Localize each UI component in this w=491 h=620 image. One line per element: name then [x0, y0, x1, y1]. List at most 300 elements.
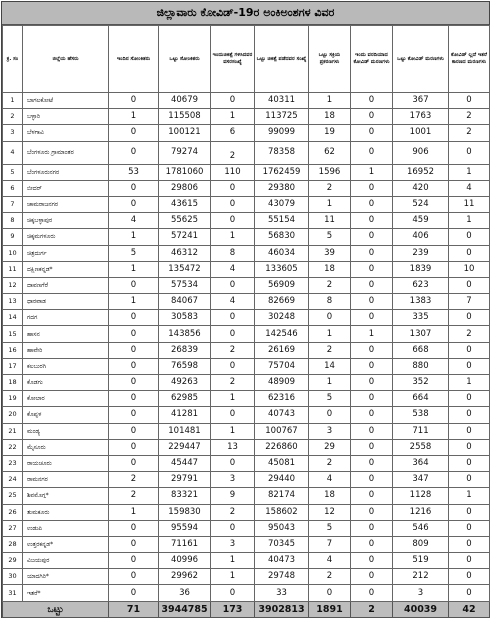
cell-other: 0	[449, 229, 490, 245]
cell-total: 40679	[159, 93, 211, 109]
cell-disch-today: 1	[211, 109, 255, 125]
table-row	[3, 358, 490, 374]
cell-death-today: 0	[351, 310, 393, 326]
cell-today: 0	[109, 407, 159, 423]
cell-serial: 12	[3, 277, 23, 293]
cell-other: 0	[449, 310, 490, 326]
cell-disch-total: 70345	[255, 536, 309, 552]
header-today-discharged: ಇಂದುಚಿಕಿತ್ಸೆ ಗಳಿಸಿದವರ ವಸರಸಂಖ್ಯೆ	[211, 26, 255, 93]
cell-disch-total: 56830	[255, 229, 309, 245]
cell-death-total: 1383	[393, 294, 449, 310]
cell-active: 29	[309, 439, 351, 455]
cell-disch-total: 29440	[255, 472, 309, 488]
cell-disch-total: 29380	[255, 180, 309, 196]
cell-today: 1	[109, 294, 159, 310]
cell-disch-today: 9	[211, 488, 255, 504]
cell-other: 0	[449, 407, 490, 423]
cell-active: 18	[309, 488, 351, 504]
cell-total: 43615	[159, 196, 211, 212]
cell-active: 4	[309, 553, 351, 569]
cell-total: 45447	[159, 455, 211, 471]
cell-other: 2	[449, 326, 490, 342]
cell-total: 36	[159, 585, 211, 601]
cell-disch-today: 0	[211, 520, 255, 536]
cell-disch-today: 1	[211, 423, 255, 439]
header-total-discharged: ಒಟ್ಟು ಚಿಕಿತ್ಸೆ ಪಡೆದವರ ಸಂಖ್ಯೆ	[255, 26, 309, 93]
cell-death-today: 0	[351, 342, 393, 358]
cell-total: 57241	[159, 229, 211, 245]
cell-active: 1	[309, 93, 351, 109]
cell-disch-today: 4	[211, 261, 255, 277]
cell-disch-today: 4	[211, 294, 255, 310]
cell-death-total: 546	[393, 520, 449, 536]
cell-active: 12	[309, 504, 351, 520]
cell-disch-total: 33	[255, 585, 309, 601]
table-row	[3, 407, 490, 423]
cell-disch-today: 0	[211, 93, 255, 109]
cell-serial: 17	[3, 358, 23, 374]
cell-active: 0	[309, 585, 351, 601]
cell-active: 7	[309, 536, 351, 552]
cell-death-today: 0	[351, 125, 393, 141]
cell-serial: 25	[3, 488, 23, 504]
table-row	[3, 229, 490, 245]
cell-district: ಗದಗ	[23, 310, 109, 326]
cell-disch-total: 82669	[255, 294, 309, 310]
cell-district: ಬೆಂಗಳೂರುನಗರ	[23, 164, 109, 180]
cell-death-today: 0	[351, 93, 393, 109]
cell-death-total: 335	[393, 310, 449, 326]
cell-today: 0	[109, 141, 159, 164]
cell-active: 1	[309, 196, 351, 212]
cell-district: ಬೀದರ್	[23, 180, 109, 196]
cell-disch-today: 3	[211, 536, 255, 552]
cell-death-today: 0	[351, 294, 393, 310]
cell-disch-today: 0	[211, 213, 255, 229]
cell-district: ಕೊಡಗು	[23, 375, 109, 391]
cell-total: 26839	[159, 342, 211, 358]
cell-other: 7	[449, 294, 490, 310]
cell-district: ಬೆಳಗಾವಿ	[23, 125, 109, 141]
cell-active: 2	[309, 342, 351, 358]
cell-total: 76598	[159, 358, 211, 374]
cell-death-today: 0	[351, 472, 393, 488]
table-row	[3, 455, 490, 471]
cell-disch-total: 46034	[255, 245, 309, 261]
cell-active: 5	[309, 391, 351, 407]
cell-death-today: 0	[351, 180, 393, 196]
cell-serial: 6	[3, 180, 23, 196]
totals-today: 71	[109, 601, 159, 617]
cell-today: 2	[109, 472, 159, 488]
cell-death-today: 0	[351, 455, 393, 471]
cell-total: 83321	[159, 488, 211, 504]
cell-death-today: 0	[351, 423, 393, 439]
cell-death-today: 0	[351, 196, 393, 212]
cell-death-today: 0	[351, 213, 393, 229]
cell-death-today: 0	[351, 229, 393, 245]
table-row	[3, 277, 490, 293]
cell-death-today: 0	[351, 141, 393, 164]
cell-today: 0	[109, 180, 159, 196]
cell-death-total: 364	[393, 455, 449, 471]
cell-disch-total: 142546	[255, 326, 309, 342]
cell-serial: 9	[3, 229, 23, 245]
cell-active: 8	[309, 294, 351, 310]
cell-district: ಯಾದಗಿರಿ*	[23, 569, 109, 585]
cell-disch-today: 13	[211, 439, 255, 455]
cell-active: 3	[309, 423, 351, 439]
cell-death-total: 352	[393, 375, 449, 391]
cell-death-today: 0	[351, 488, 393, 504]
table-row	[3, 472, 490, 488]
cell-today: 0	[109, 196, 159, 212]
table-row	[3, 504, 490, 520]
cell-today: 5	[109, 245, 159, 261]
cell-active: 2	[309, 569, 351, 585]
header-today-infected: ಇಂದಿನ ಸೋಂಕಿತರು	[109, 26, 159, 93]
cell-active: 2	[309, 180, 351, 196]
cell-disch-today: 0	[211, 196, 255, 212]
cell-other: 0	[449, 536, 490, 552]
cell-district: ಮೈಸೂರು	[23, 439, 109, 455]
cell-death-total: 524	[393, 196, 449, 212]
cell-death-today: 0	[351, 585, 393, 601]
cell-disch-total: 99099	[255, 125, 309, 141]
cell-total: 135472	[159, 261, 211, 277]
cell-total: 57534	[159, 277, 211, 293]
cell-district: ಚಿಕ್ಕಮಗಳೂರು	[23, 229, 109, 245]
cell-active: 1596	[309, 164, 351, 180]
cell-today: 0	[109, 439, 159, 455]
table-row	[3, 164, 490, 180]
cell-disch-today: 3	[211, 472, 255, 488]
cell-disch-today: 0	[211, 455, 255, 471]
cell-disch-today: 1	[211, 229, 255, 245]
cell-today: 0	[109, 310, 159, 326]
table-row	[3, 520, 490, 536]
header-active-cases: ಒಟ್ಟು ಸಕ್ರಿಯ ಪ್ರಕರಣಗಳು	[309, 26, 351, 93]
cell-today: 0	[109, 375, 159, 391]
cell-active: 0	[309, 407, 351, 423]
cell-disch-total: 55154	[255, 213, 309, 229]
cell-death-today: 0	[351, 504, 393, 520]
cell-disch-today: 0	[211, 358, 255, 374]
cell-serial: 7	[3, 196, 23, 212]
cell-total: 49263	[159, 375, 211, 391]
cell-death-total: 420	[393, 180, 449, 196]
cell-serial: 13	[3, 294, 23, 310]
cell-other: 0	[449, 358, 490, 374]
cell-death-total: 623	[393, 277, 449, 293]
cell-other: 0	[449, 553, 490, 569]
cell-total: 159830	[159, 504, 211, 520]
cell-district: ಇತರೆ*	[23, 585, 109, 601]
cell-active: 39	[309, 245, 351, 261]
cell-total: 95594	[159, 520, 211, 536]
cell-death-total: 459	[393, 213, 449, 229]
table-row	[3, 261, 490, 277]
cell-death-today: 1	[351, 164, 393, 180]
cell-active: 2	[309, 455, 351, 471]
cell-district: ಬಾಗಲಕೋಟೆ	[23, 93, 109, 109]
cell-disch-total: 48909	[255, 375, 309, 391]
table-row	[3, 342, 490, 358]
cell-today: 0	[109, 423, 159, 439]
cell-death-today: 0	[351, 245, 393, 261]
cell-death-total: 519	[393, 553, 449, 569]
cell-other: 1	[449, 164, 490, 180]
cell-other: 4	[449, 180, 490, 196]
cell-total: 62985	[159, 391, 211, 407]
cell-total: 84067	[159, 294, 211, 310]
cell-disch-today: 110	[211, 164, 255, 180]
cell-today: 4	[109, 213, 159, 229]
cell-serial: 11	[3, 261, 23, 277]
cell-death-today: 0	[351, 569, 393, 585]
totals-death-today: 2	[351, 601, 393, 617]
cell-total: 46312	[159, 245, 211, 261]
table-row	[3, 439, 490, 455]
cell-today: 0	[109, 520, 159, 536]
cell-active: 11	[309, 213, 351, 229]
cell-today: 0	[109, 326, 159, 342]
cell-disch-total: 82174	[255, 488, 309, 504]
cell-active: 1	[309, 375, 351, 391]
cell-disch-total: 1762459	[255, 164, 309, 180]
cell-district: ಕಲಬುರಗಿ	[23, 358, 109, 374]
cell-disch-today: 8	[211, 245, 255, 261]
cell-death-today: 0	[351, 391, 393, 407]
table-row	[3, 375, 490, 391]
totals-other: 42	[449, 601, 490, 617]
cell-death-total: 347	[393, 472, 449, 488]
header-other-deaths: ಕೋವಿಡ್ ಲ್ಲದೆ ಇತರೆ ಕಾರಣದ ಮರಣಗಳು	[449, 26, 490, 93]
cell-district: ಚಿಕ್ಕಬಳ್ಳಾಪುರ	[23, 213, 109, 229]
table-row	[3, 569, 490, 585]
cell-disch-today: 2	[211, 342, 255, 358]
cell-death-total: 1216	[393, 504, 449, 520]
totals-total: 3944785	[159, 601, 211, 617]
cell-death-total: 538	[393, 407, 449, 423]
cell-disch-total: 40473	[255, 553, 309, 569]
cell-disch-today: 2	[211, 141, 255, 164]
cell-total: 41281	[159, 407, 211, 423]
cell-serial: 22	[3, 439, 23, 455]
cell-active: 0	[309, 310, 351, 326]
cell-district: ದಕ್ಷಿಣಕನ್ನಡ*	[23, 261, 109, 277]
cell-total: 229447	[159, 439, 211, 455]
cell-death-total: 880	[393, 358, 449, 374]
cell-other: 0	[449, 93, 490, 109]
cell-death-today: 0	[351, 553, 393, 569]
cell-other: 1	[449, 213, 490, 229]
cell-death-total: 16952	[393, 164, 449, 180]
header-district: ಜಿಲ್ಲೆಯ ಹೆಸರು	[23, 26, 109, 93]
cell-serial: 5	[3, 164, 23, 180]
totals-disch-total: 3902813	[255, 601, 309, 617]
table-header	[3, 26, 490, 93]
cell-disch-total: 40743	[255, 407, 309, 423]
cell-today: 1	[109, 261, 159, 277]
cell-today: 0	[109, 93, 159, 109]
cell-death-today: 0	[351, 277, 393, 293]
table-row	[3, 196, 490, 212]
cell-disch-total: 75704	[255, 358, 309, 374]
cell-total: 30583	[159, 310, 211, 326]
cell-disch-today: 0	[211, 407, 255, 423]
cell-death-total: 1839	[393, 261, 449, 277]
cell-district: ರಾಮನಗರ	[23, 472, 109, 488]
cell-death-today: 0	[351, 261, 393, 277]
cell-death-total: 906	[393, 141, 449, 164]
cell-serial: 19	[3, 391, 23, 407]
cell-disch-today: 1	[211, 553, 255, 569]
cell-district: ಕೋಲಾರ	[23, 391, 109, 407]
cell-death-total: 2558	[393, 439, 449, 455]
cell-serial: 30	[3, 569, 23, 585]
cell-death-total: 664	[393, 391, 449, 407]
cell-other: 0	[449, 569, 490, 585]
cell-disch-total: 133605	[255, 261, 309, 277]
cell-disch-today: 0	[211, 180, 255, 196]
cell-district: ಬಳ್ಳಾರಿ	[23, 109, 109, 125]
cell-today: 0	[109, 536, 159, 552]
cell-disch-today: 2	[211, 504, 255, 520]
cell-district: ಕೊಪ್ಪಳ	[23, 407, 109, 423]
cell-death-today: 0	[351, 375, 393, 391]
cell-other: 0	[449, 585, 490, 601]
table-row	[3, 488, 490, 504]
cell-disch-today: 0	[211, 310, 255, 326]
cell-serial: 29	[3, 553, 23, 569]
cell-today: 0	[109, 125, 159, 141]
totals-active: 1891	[309, 601, 351, 617]
table-row	[3, 326, 490, 342]
cell-other: 0	[449, 520, 490, 536]
cell-active: 62	[309, 141, 351, 164]
cell-total: 29962	[159, 569, 211, 585]
cell-serial: 1	[3, 93, 23, 109]
cell-total: 79274	[159, 141, 211, 164]
cell-total: 29791	[159, 472, 211, 488]
table-row	[3, 391, 490, 407]
cell-today: 0	[109, 585, 159, 601]
cell-death-total: 809	[393, 536, 449, 552]
cell-total: 55625	[159, 213, 211, 229]
cell-district: ಉತ್ತರಕನ್ನಡ*	[23, 536, 109, 552]
cell-serial: 28	[3, 536, 23, 552]
table-row	[3, 294, 490, 310]
cell-disch-today: 0	[211, 277, 255, 293]
cell-total: 115508	[159, 109, 211, 125]
cell-serial: 8	[3, 213, 23, 229]
cell-today: 0	[109, 391, 159, 407]
cell-district: ವಿಜಯಪುರ	[23, 553, 109, 569]
cell-today: 0	[109, 569, 159, 585]
totals-disch-today: 173	[211, 601, 255, 617]
cell-other: 0	[449, 472, 490, 488]
cell-death-total: 212	[393, 569, 449, 585]
cell-district: ಬೆಂಗಳೂರು ಗ್ರಾಮಾಂತರ	[23, 141, 109, 164]
cell-other: 10	[449, 261, 490, 277]
cell-disch-today: 6	[211, 125, 255, 141]
cell-other: 1	[449, 375, 490, 391]
cell-today: 0	[109, 358, 159, 374]
cell-death-today: 0	[351, 407, 393, 423]
cell-serial: 20	[3, 407, 23, 423]
cell-disch-today: 0	[211, 326, 255, 342]
cell-death-today: 0	[351, 536, 393, 552]
table-row	[3, 423, 490, 439]
cell-other: 0	[449, 245, 490, 261]
table-footer	[3, 601, 490, 617]
cell-death-total: 1001	[393, 125, 449, 141]
cell-disch-total: 226860	[255, 439, 309, 455]
cell-serial: 15	[3, 326, 23, 342]
cell-serial: 27	[3, 520, 23, 536]
cell-disch-total: 95043	[255, 520, 309, 536]
table-row	[3, 180, 490, 196]
header-today-deaths: ಇಂದು ವರದಿಯಾದ ಕೋವಿಡ್ ಮರಣಗಳು	[351, 26, 393, 93]
cell-death-total: 3	[393, 585, 449, 601]
cell-disch-total: 100767	[255, 423, 309, 439]
header-total-infected: ಒಟ್ಟು ಸೋಂಕಿತರು	[159, 26, 211, 93]
cell-serial: 23	[3, 455, 23, 471]
cell-serial: 14	[3, 310, 23, 326]
cell-serial: 18	[3, 375, 23, 391]
cell-active: 4	[309, 472, 351, 488]
cell-other: 0	[449, 391, 490, 407]
cell-other: 0	[449, 141, 490, 164]
totals-death-total: 40039	[393, 601, 449, 617]
header-serial: ಕ್ರ. ಸಂ	[3, 26, 23, 93]
cell-disch-today: 2	[211, 375, 255, 391]
cell-district: ಶಿವಮೊಗ್ಗ*	[23, 488, 109, 504]
cell-other: 0	[449, 342, 490, 358]
cell-serial: 21	[3, 423, 23, 439]
cell-death-total: 1128	[393, 488, 449, 504]
cell-serial: 26	[3, 504, 23, 520]
cell-death-today: 0	[351, 358, 393, 374]
cell-disch-total: 62316	[255, 391, 309, 407]
cell-district: ಹಾಸನ	[23, 326, 109, 342]
cell-other: 0	[449, 455, 490, 471]
cell-other: 0	[449, 439, 490, 455]
cell-district: ದಾವಣಗೆರೆ	[23, 277, 109, 293]
cell-disch-total: 158602	[255, 504, 309, 520]
cell-total: 100121	[159, 125, 211, 141]
cell-serial: 4	[3, 141, 23, 164]
cell-district: ಧಾರವಾಡ	[23, 294, 109, 310]
cell-death-today: 0	[351, 520, 393, 536]
cell-total: 71161	[159, 536, 211, 552]
cell-serial: 31	[3, 585, 23, 601]
cell-district: ಚಾಮರಾಜನಗರ	[23, 196, 109, 212]
cell-today: 0	[109, 455, 159, 471]
cell-death-total: 668	[393, 342, 449, 358]
covid-stats-sheet	[1, 1, 490, 618]
cell-total: 101481	[159, 423, 211, 439]
cell-disch-today: 1	[211, 391, 255, 407]
cell-other: 1	[449, 488, 490, 504]
cell-active: 5	[309, 229, 351, 245]
cell-serial: 10	[3, 245, 23, 261]
cell-active: 14	[309, 358, 351, 374]
cell-disch-total: 113725	[255, 109, 309, 125]
table-body	[3, 93, 490, 602]
cell-total: 1781060	[159, 164, 211, 180]
